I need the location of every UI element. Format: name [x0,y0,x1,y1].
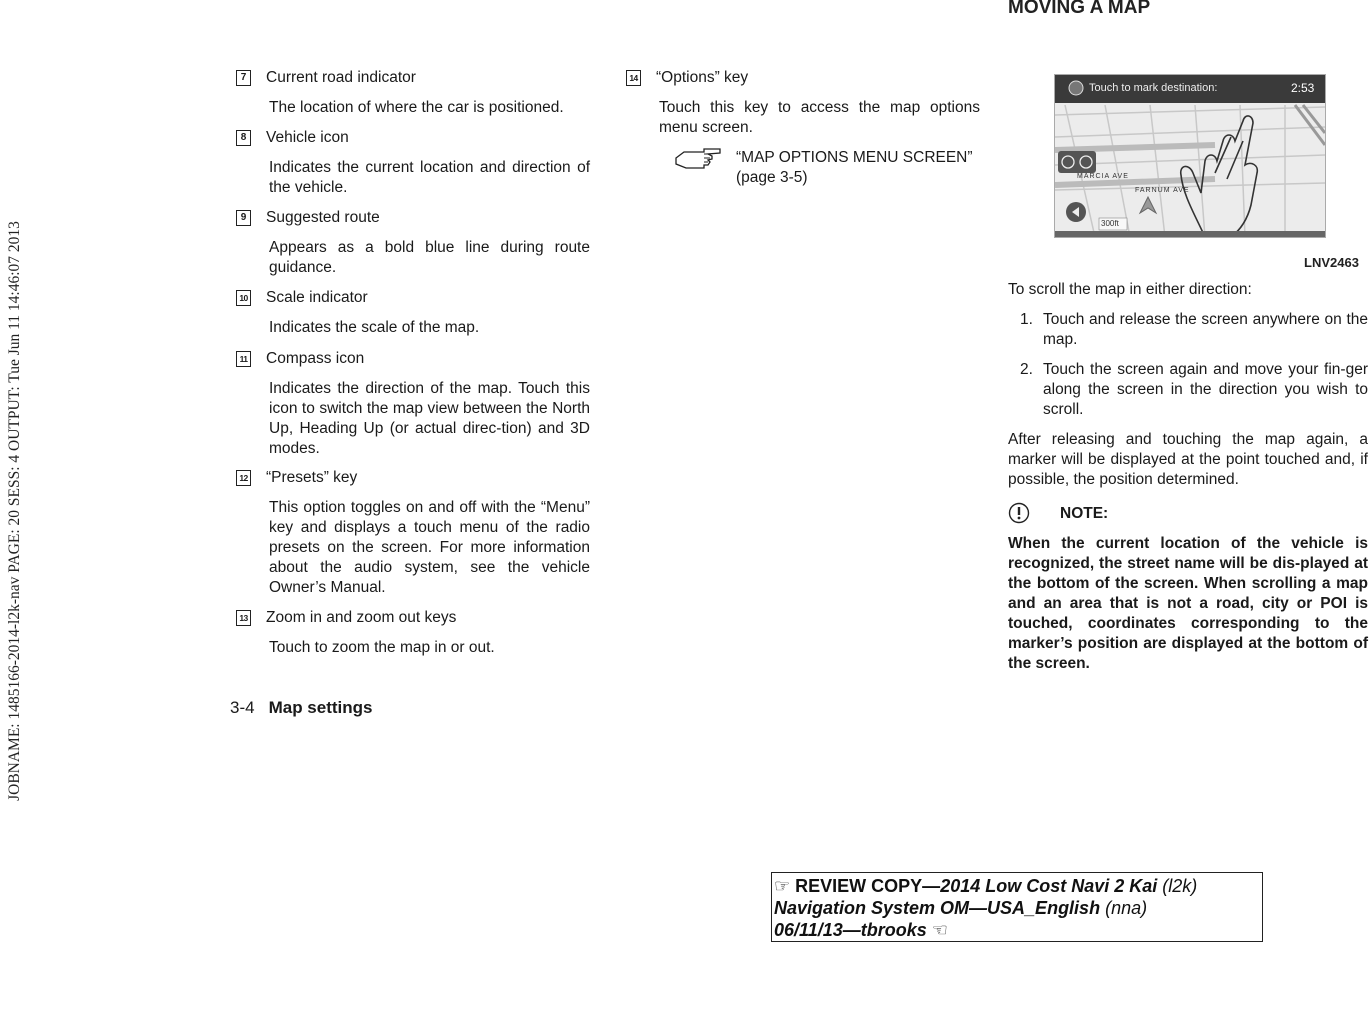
item-title: Suggested route [266,209,380,226]
review-copy-label: REVIEW COPY— [795,876,941,896]
item-9 [230,208,590,288]
item-title: Compass icon [266,350,365,367]
footer-section: Map settings [268,698,373,717]
review-line-3 [774,919,1262,941]
step-number: 2. [1020,361,1033,378]
item-title: “Presets” key [266,469,358,486]
cross-reference[interactable] [656,148,980,192]
item-11 [230,349,590,468]
item-desc: Touch this key to access the map options menu screen. [659,99,980,136]
section-header: MOVING A MAP [1008,0,1151,18]
item-12 [230,468,590,608]
item-desc: The location of where the car is positioned. [269,99,564,116]
step-number: 1. [1020,311,1033,328]
note-heading [1008,502,1368,526]
item-number: 13 [236,610,251,626]
note-text: When the current location of the vehicle is recognized, the street name will be dis-played at the bottom of the screen. When scrolling a map and an area that is not a road, city or POI is touched, coordinates corresponding to the marker’s position are displayed at the bottom of the screen. [1008,535,1368,672]
item-number: 14 [626,70,641,86]
item-14 [620,68,980,192]
caution-icon [1008,502,1030,524]
page-number: 3-4 [230,698,255,717]
item-number: 11 [236,351,251,367]
item-8 [230,128,590,208]
list-item [1008,310,1368,350]
scale-indicator: 300ft [1101,219,1119,228]
item-desc: Appears as a bold blue line during route guidance. [269,239,590,276]
item-number: 12 [236,470,251,486]
pointing-hand-icon [674,144,724,174]
item-number: 7 [236,70,251,86]
item-title: Vehicle icon [266,129,349,146]
item-13 [230,608,590,668]
review-date-author: 06/11/13—tbrooks [774,920,927,940]
right-column [1008,280,1368,674]
item-7 [230,68,590,128]
review-product-code: (l2k) [1162,876,1198,896]
review-product: 2014 Low Cost Navi 2 Kai [940,876,1158,896]
pointing-hand-left-icon: ☜ [931,920,948,940]
item-number: 10 [236,290,251,306]
pointing-hand-icon: ☞ [774,876,791,896]
item-title: Scale indicator [266,289,368,306]
note-label: NOTE: [1060,505,1109,522]
item-title: Zoom in and zoom out keys [266,609,457,626]
review-manual: Navigation System OM—USA_English [774,898,1101,918]
item-title: “Options” key [656,69,749,86]
list-item [1008,360,1368,420]
step-text: Touch the screen again and move your fin-ger along the screen in the direction you wish to scroll. [1043,361,1368,418]
review-copy-box [771,872,1263,942]
scroll-steps [1008,310,1368,420]
job-info-text: JOBNAME: 1485166-2014-l2k-nav PAGE: 20 SESS: 4 OUTPUT: Tue Jun 11 14:46:07 2013 [6,220,23,801]
item-desc: Indicates the direction of the map. Touch this icon to switch the map view between the North Up, Heading Up (or actual direc-tion) and 3D modes. [269,380,590,457]
item-number: 9 [236,210,251,226]
review-line-1 [774,875,1262,897]
map-screen-figure [1054,74,1326,238]
item-title: Current road indicator [266,69,416,86]
middle-column [620,68,980,192]
item-desc: Indicates the scale of the map. [269,319,480,336]
map-banner-text: Touch to mark destination: [1089,82,1218,94]
street-label-marcia: MARCIA AVE [1077,173,1129,180]
figure-label: LNV2463 [1304,255,1359,270]
map-illustration [1055,75,1325,237]
item-desc: Touch to zoom the map in or out. [269,639,495,656]
scroll-intro: To scroll the map in either direction: [1008,281,1252,298]
review-line-2 [774,897,1262,919]
map-time: 2:53 [1291,81,1315,95]
item-desc: This option toggles on and off with the “Menu” key and displays a touch menu of the radio presets on the screen. For more information about the audio system, see the vehicle Owner’s Manual. [269,499,590,596]
item-10 [230,288,590,349]
marker-paragraph: After releasing and touching the map again, a marker will be displayed at the point touched and, if possible, the position determined. [1008,431,1368,488]
review-manual-code: (nna) [1105,898,1148,918]
left-column [230,68,590,668]
step-text: Touch and release the screen anywhere on the map. [1043,311,1368,348]
reference-text: “MAP OPTIONS MENU SCREEN” (page 3-5) [736,149,973,186]
item-number: 8 [236,130,251,146]
page-footer [230,698,372,718]
item-desc: Indicates the current location and direction of the vehicle. [269,159,590,196]
job-sidebar [2,0,28,1021]
street-label-farnum: FARNUM AVE [1135,187,1190,194]
